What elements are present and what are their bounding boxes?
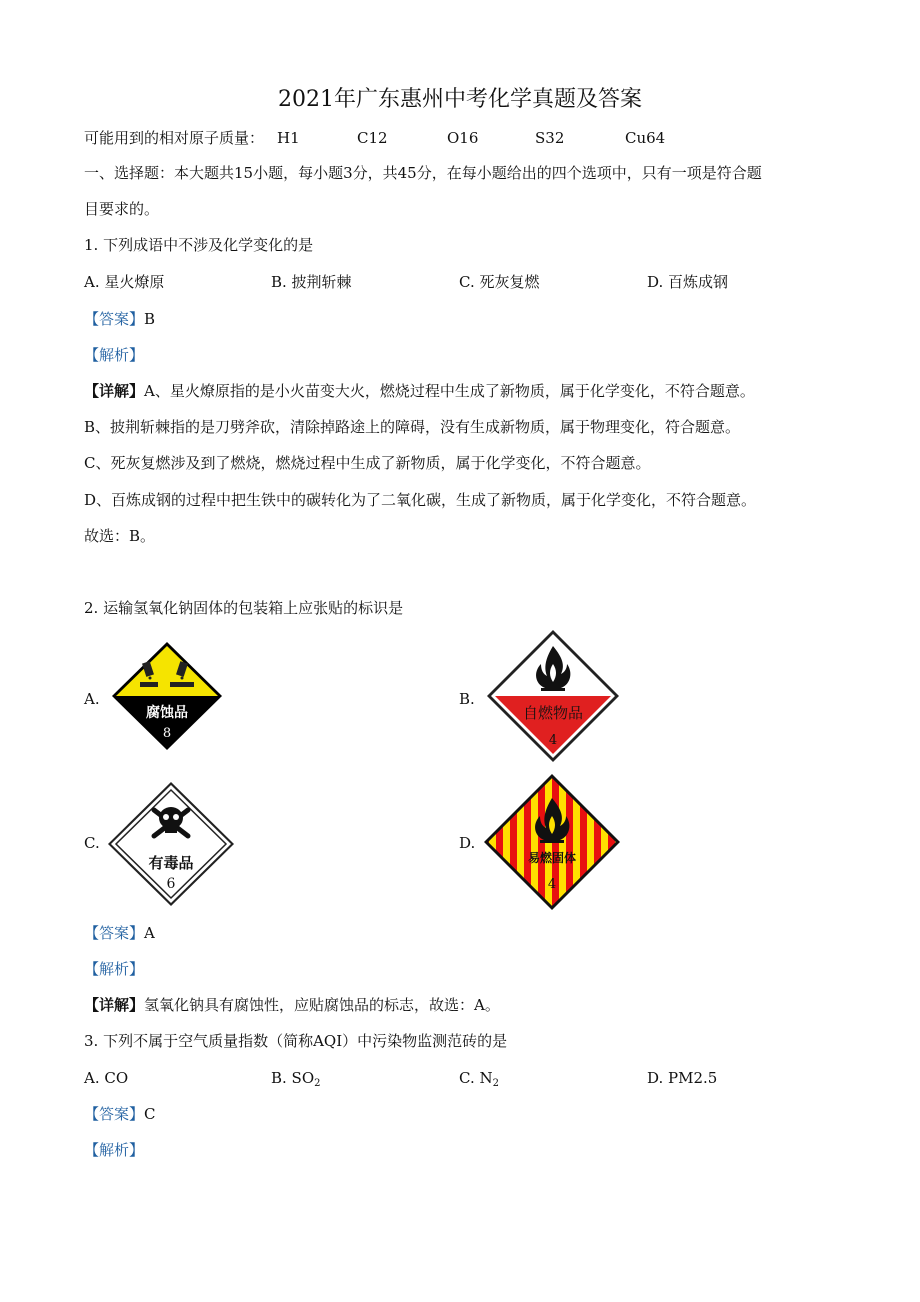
corrosive-sign xyxy=(110,640,224,752)
section-heading-line2: 目要求的。 xyxy=(84,200,160,218)
atomic-mass-cu: Cu64 xyxy=(625,129,666,147)
atomic-mass-o: O16 xyxy=(447,129,479,147)
q2-label-a: A. xyxy=(84,690,100,708)
q1-conclusion: 故选：B。 xyxy=(84,527,156,545)
q1-option-a: A. 星火燎原 xyxy=(84,273,165,291)
q1-detail-b: B、披荆斩棘指的是刀劈斧砍，清除掉路途上的障碍，没有生成新物质，属于物理变化，符合题意。 xyxy=(84,418,741,436)
q1-option-d: D. 百炼成钢 xyxy=(647,273,729,291)
q2-analysis xyxy=(84,959,144,979)
detail-tag: 【详解】 xyxy=(84,382,145,400)
toxic-sign xyxy=(106,780,236,908)
q3-option-b-subscript: 2 xyxy=(314,1078,321,1089)
q2-stem: 2. 运输氢氧化钠固体的包装箱上应张贴的标识是 xyxy=(84,599,404,617)
q3-stem: 3. 下列不属于空气质量指数（简称AQI）中污染物监测范砖的是 xyxy=(84,1032,508,1050)
spontaneous-sign-number: 4 xyxy=(548,733,558,748)
q3-option-c xyxy=(459,1068,499,1094)
q2-answer-value: A xyxy=(144,924,155,942)
q3-answer xyxy=(84,1104,156,1124)
atomic-mass-label: 可能用到的相对原子质量： xyxy=(84,129,265,147)
q1-detail-a-text: A、星火燎原指的是小火苗变大火，燃烧过程中生成了新物质，属于化学变化，不符合题意。 xyxy=(144,382,755,400)
q1-answer xyxy=(84,309,155,329)
q1-detail-c: C、死灰复燃涉及到了燃烧，燃烧过程中生成了新物质，属于化学变化，不符合题意。 xyxy=(84,454,651,472)
page-title: 2021年广东惠州中考化学真题及答案 xyxy=(278,87,642,112)
spontaneous-combustible-sign xyxy=(485,628,621,764)
atomic-mass-s: S32 xyxy=(535,129,565,147)
flammable-sign-text: 易燃固体 xyxy=(527,851,577,865)
atomic-mass-h: H1 xyxy=(277,129,300,147)
analysis-tag: 【解析】 xyxy=(84,346,145,364)
q1-detail-a xyxy=(84,381,755,401)
q2-detail xyxy=(84,995,500,1015)
q2-detail-text: 氢氧化钠具有腐蚀性，应贴腐蚀品的标志，故选：A。 xyxy=(144,996,500,1014)
spontaneous-sign-text: 自燃物品 xyxy=(522,704,584,722)
q3-option-d: D. PM2.5 xyxy=(647,1069,718,1087)
q2-label-c: C. xyxy=(84,834,100,852)
q3-option-b xyxy=(271,1068,321,1094)
atomic-mass-c: C12 xyxy=(357,129,388,147)
q1-detail-d: D、百炼成钢的过程中把生铁中的碳转化为了二氧化碳，生成了新物质，属于化学变化，不符合题意。 xyxy=(84,491,757,509)
q3-option-c-subscript: 2 xyxy=(492,1078,499,1089)
q2-label-b: B. xyxy=(459,690,475,708)
analysis-tag: 【解析】 xyxy=(84,1141,145,1159)
corrosive-sign-number: 8 xyxy=(162,726,172,741)
toxic-sign-number: 6 xyxy=(166,876,176,892)
toxic-sign-text: 有毒品 xyxy=(148,854,194,872)
detail-tag: 【详解】 xyxy=(84,996,145,1014)
flammable-solid-sign xyxy=(482,772,622,912)
q1-option-c: C. 死灰复燃 xyxy=(459,273,540,291)
q1-answer-value: B xyxy=(144,310,156,328)
q3-answer-value: C xyxy=(144,1105,156,1123)
q2-label-d: D. xyxy=(459,834,476,852)
answer-tag: 【答案】 xyxy=(84,310,145,328)
q1-stem: 1. 下列成语中不涉及化学变化的是 xyxy=(84,236,314,254)
q1-analysis xyxy=(84,345,144,365)
q1-option-b: B. 披荆斩棘 xyxy=(271,273,352,291)
q3-analysis xyxy=(84,1140,144,1160)
corrosive-sign-text: 腐蚀品 xyxy=(146,705,188,721)
answer-tag: 【答案】 xyxy=(84,1105,145,1123)
flammable-sign-number: 4 xyxy=(547,877,557,892)
q2-answer xyxy=(84,923,155,943)
analysis-tag: 【解析】 xyxy=(84,960,145,978)
q3-option-a: A. CO xyxy=(84,1069,129,1087)
q3-option-b-text: B. SO xyxy=(271,1069,315,1087)
q3-option-c-text: C. N xyxy=(459,1069,493,1087)
section-heading-line1: 一、选择题：本大题共15小题，每小题3分，共45分，在每小题给出的四个选项中，只有一项是符合题 xyxy=(84,164,762,182)
answer-tag: 【答案】 xyxy=(84,924,145,942)
